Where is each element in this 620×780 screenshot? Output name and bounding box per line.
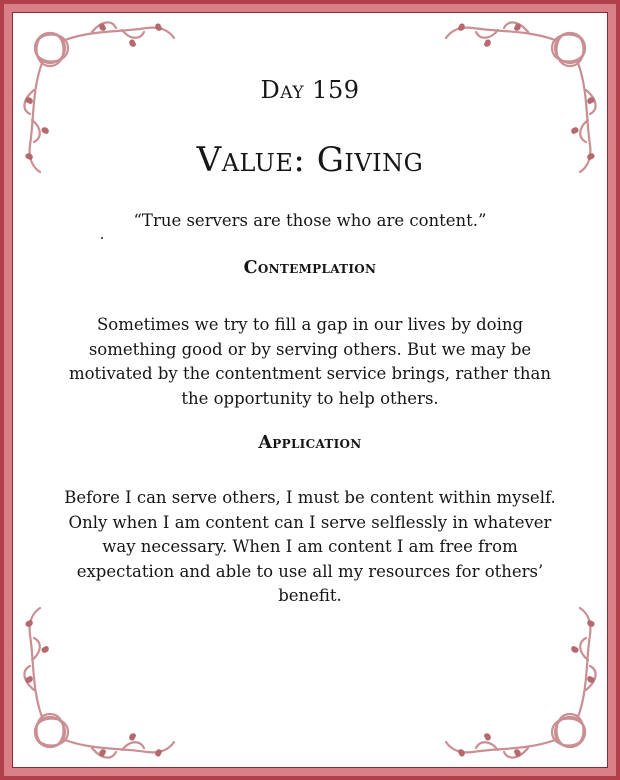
corner-ornament-bottom-right-icon [438,600,608,770]
application-heading: Application [258,433,362,453]
contemplation-heading: Contemplation [243,258,377,278]
quote-text: “True servers are those who are content.” [133,211,487,230]
day-title: Day 159 [260,76,360,104]
value-title: Value: Giving [196,140,424,180]
stray-dot [101,237,103,239]
corner-ornament-bottom-left-icon [12,600,182,770]
contemplation-body: Sometimes we try to fill a gap in our lives by doing something good or by serving others. But we may be motivated by the contentment service brings, rather than the opportunity to help others. [68,315,552,408]
application-body: Before I can serve others, I must be content within myself. Only when I am content can I serve selflessly in whatever way necessary. When I am content I am free from expectation and able to use all my resources for others’ benefit. [64,488,556,605]
